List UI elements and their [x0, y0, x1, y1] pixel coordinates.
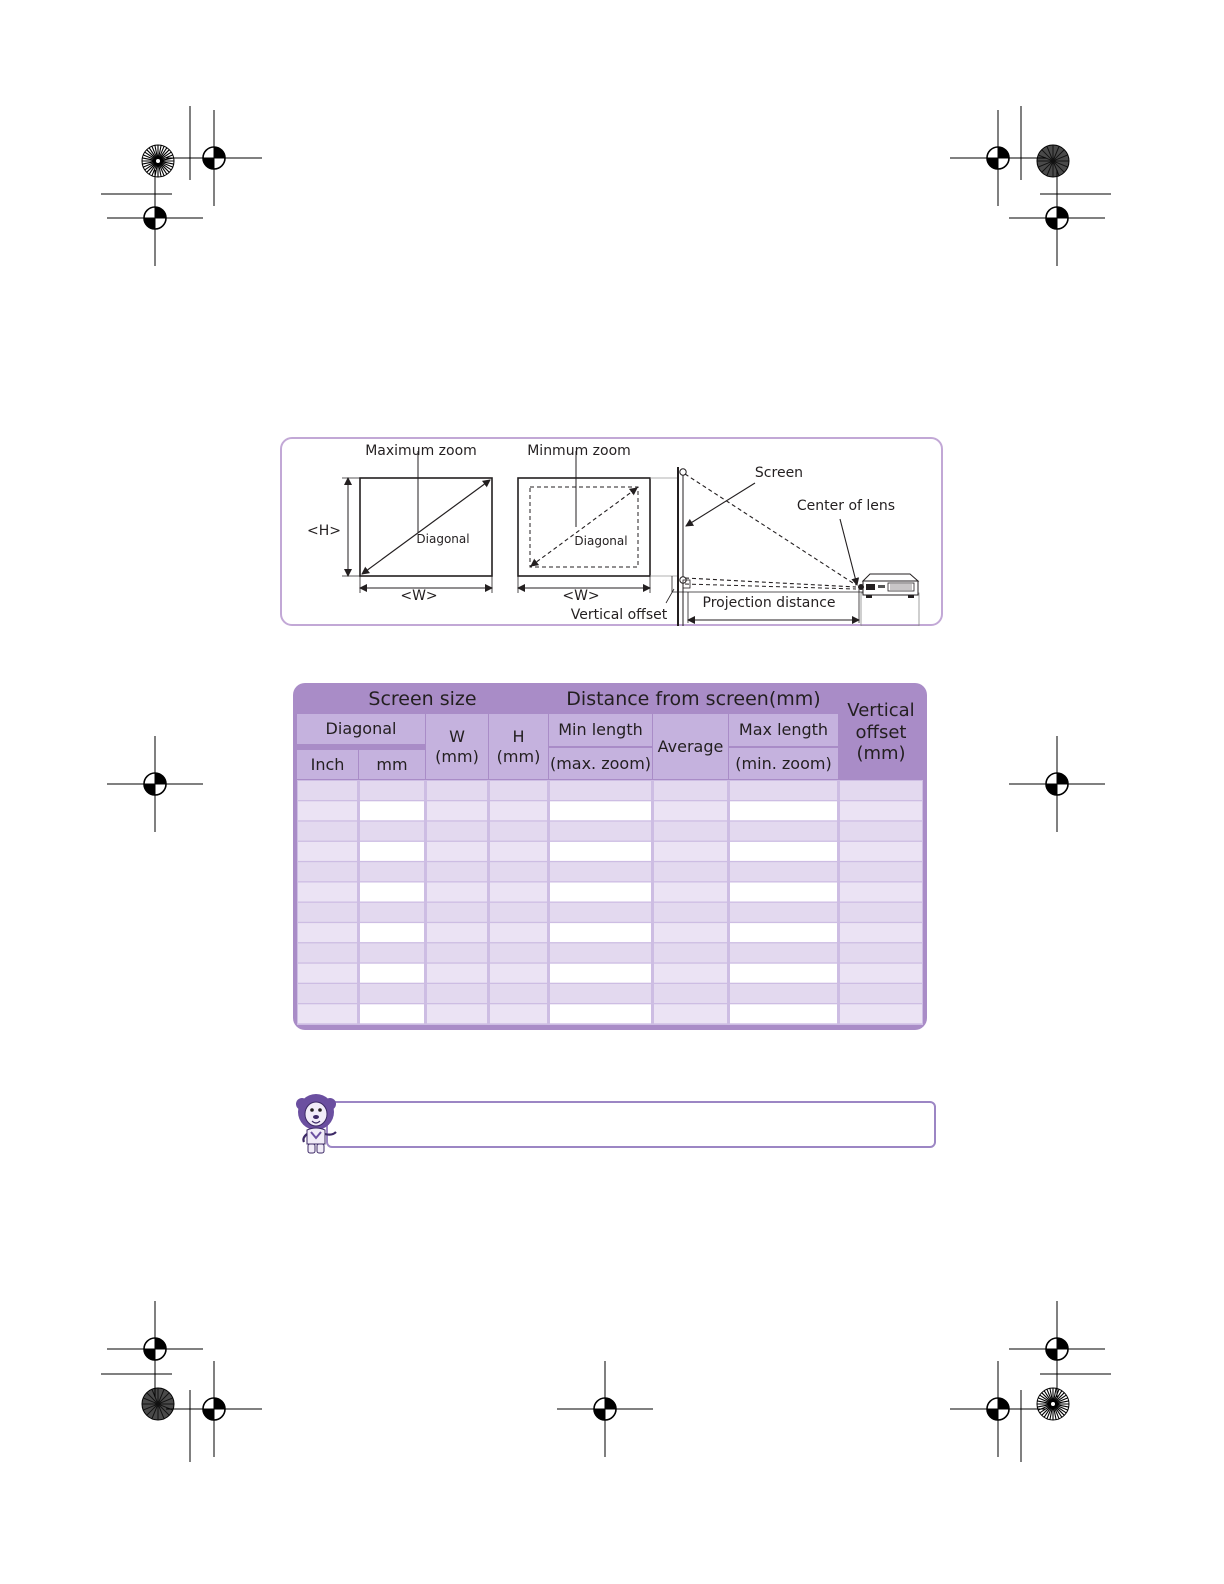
table-cell	[427, 964, 487, 983]
projection-diagram-drawing	[280, 437, 943, 626]
table-cell	[730, 801, 837, 820]
table-cell	[730, 903, 837, 922]
header-min-zoom: (min. zoom)	[735, 753, 832, 773]
header-inch: Inch	[310, 754, 345, 774]
table-cell	[298, 1004, 357, 1023]
table-cell	[490, 801, 547, 820]
header-distance-from-screen: Distance from screen(mm)	[566, 688, 821, 711]
table-cell	[427, 883, 487, 902]
table-cell	[427, 842, 487, 861]
table-cell	[654, 964, 727, 983]
note-box	[326, 1101, 936, 1148]
table-cell	[360, 984, 424, 1003]
header-min-length: Min length	[558, 720, 643, 740]
table-cell	[360, 781, 424, 800]
table-cell	[427, 1004, 487, 1023]
table-cell	[490, 883, 547, 902]
table-cell	[840, 923, 922, 942]
table-cell	[360, 862, 424, 881]
table-cell	[490, 862, 547, 881]
projection-diagram	[280, 437, 943, 626]
table-cell	[730, 1004, 837, 1023]
table-cell	[654, 943, 727, 962]
table-cell	[360, 903, 424, 922]
table-cell	[654, 923, 727, 942]
header-max-zoom: (max. zoom)	[549, 753, 652, 773]
vertical-offset-label: Vertical offset	[570, 607, 668, 623]
table-cell	[654, 1004, 727, 1023]
table-cell	[550, 842, 651, 861]
table-cell	[840, 984, 922, 1003]
table-cell	[840, 943, 922, 962]
table-cell	[490, 943, 547, 962]
header-width-line1: W	[449, 727, 465, 747]
table-cell	[490, 923, 547, 942]
center-of-lens-label: Center of lens	[796, 498, 896, 514]
table-cell	[360, 923, 424, 942]
table-cell	[360, 801, 424, 820]
table-cell	[550, 883, 651, 902]
table-cell	[298, 842, 357, 861]
table-cell	[298, 964, 357, 983]
table-cell	[840, 903, 922, 922]
table-cell	[550, 943, 651, 962]
header-mm: mm	[376, 754, 408, 774]
header-average: Average	[657, 736, 724, 756]
table-cell	[360, 964, 424, 983]
table-cell	[550, 903, 651, 922]
table-cell	[298, 862, 357, 881]
table-cell	[490, 822, 547, 841]
header-vertical-offset-line1: Vertical	[847, 700, 915, 722]
header-vertical-offset-line3: (mm)	[856, 743, 906, 765]
table-cell	[730, 943, 837, 962]
table-cell	[730, 862, 837, 881]
header-max-length: Max length	[738, 720, 829, 740]
table-cell	[730, 883, 837, 902]
table-cell	[360, 822, 424, 841]
table-cell	[427, 862, 487, 881]
header-vertical-offset	[839, 686, 923, 779]
projector-icon	[858, 574, 919, 626]
header-vertical-offset-line2: offset	[855, 721, 907, 743]
table-cell	[298, 822, 357, 841]
max-zoom-label: Maximum zoom	[365, 443, 477, 459]
table-cell	[490, 781, 547, 800]
header-width-line2: (mm)	[435, 746, 479, 766]
table-cell	[298, 943, 357, 962]
table-cell	[840, 822, 922, 841]
projection-distance-label: Projection distance	[702, 595, 836, 611]
table-cell	[550, 801, 651, 820]
table-cell	[654, 984, 727, 1003]
table-cell	[490, 903, 547, 922]
table-cell	[550, 923, 651, 942]
table-cell	[730, 984, 837, 1003]
projection-table	[293, 683, 927, 1030]
table-cell	[654, 883, 727, 902]
table-cell	[427, 943, 487, 962]
table-cell	[654, 781, 727, 800]
table-cell	[427, 923, 487, 942]
diagonal-label-min: Diagonal	[574, 534, 628, 548]
table-cell	[840, 842, 922, 861]
table-cell	[654, 842, 727, 861]
table-cell	[730, 822, 837, 841]
table-cell	[550, 964, 651, 983]
table-cell	[730, 964, 837, 983]
table-cell	[550, 822, 651, 841]
table-cell	[427, 781, 487, 800]
table-cell	[840, 781, 922, 800]
table-cell	[550, 781, 651, 800]
header-height-line2: (mm)	[496, 746, 541, 766]
lion-mascot-icon	[294, 1092, 342, 1156]
table-cell	[654, 801, 727, 820]
table-cell	[730, 781, 837, 800]
table-cell	[550, 862, 651, 881]
header-height-line1: H	[512, 727, 525, 747]
table-cell	[490, 1004, 547, 1023]
table-cell	[654, 862, 727, 881]
table-cell	[360, 883, 424, 902]
header-diagonal: Diagonal	[325, 719, 397, 739]
table-cell	[490, 964, 547, 983]
table-cell	[490, 842, 547, 861]
table-cell	[298, 801, 357, 820]
table-cell	[840, 964, 922, 983]
height-label: <H>	[307, 523, 341, 539]
table-cell	[427, 822, 487, 841]
min-zoom-label: Minmum zoom	[527, 443, 631, 459]
table-cell	[298, 903, 357, 922]
table-cell	[490, 984, 547, 1003]
table-cell	[360, 943, 424, 962]
header-width	[426, 714, 488, 779]
table-cell	[427, 984, 487, 1003]
table-cell	[730, 923, 837, 942]
table-cell	[840, 883, 922, 902]
table-cell	[427, 903, 487, 922]
table-cell	[360, 842, 424, 861]
table-cell	[840, 801, 922, 820]
table-cell	[427, 801, 487, 820]
table-cell	[550, 1004, 651, 1023]
screen-label: Screen	[754, 465, 804, 481]
table-cell	[298, 781, 357, 800]
table-cell	[298, 984, 357, 1003]
width-label-min: <W>	[562, 588, 600, 604]
table-cell	[654, 903, 727, 922]
header-screen-size: Screen size	[368, 688, 477, 711]
diagonal-label-max: Diagonal	[416, 532, 470, 546]
width-label-max: <W>	[400, 588, 438, 604]
table-cell	[360, 1004, 424, 1023]
table-cell	[654, 822, 727, 841]
table-cell	[840, 1004, 922, 1023]
table-cell	[298, 923, 357, 942]
table-cell	[840, 862, 922, 881]
table-cell	[550, 984, 651, 1003]
header-height	[489, 714, 548, 779]
table-cell	[730, 842, 837, 861]
table-cell	[298, 883, 357, 902]
